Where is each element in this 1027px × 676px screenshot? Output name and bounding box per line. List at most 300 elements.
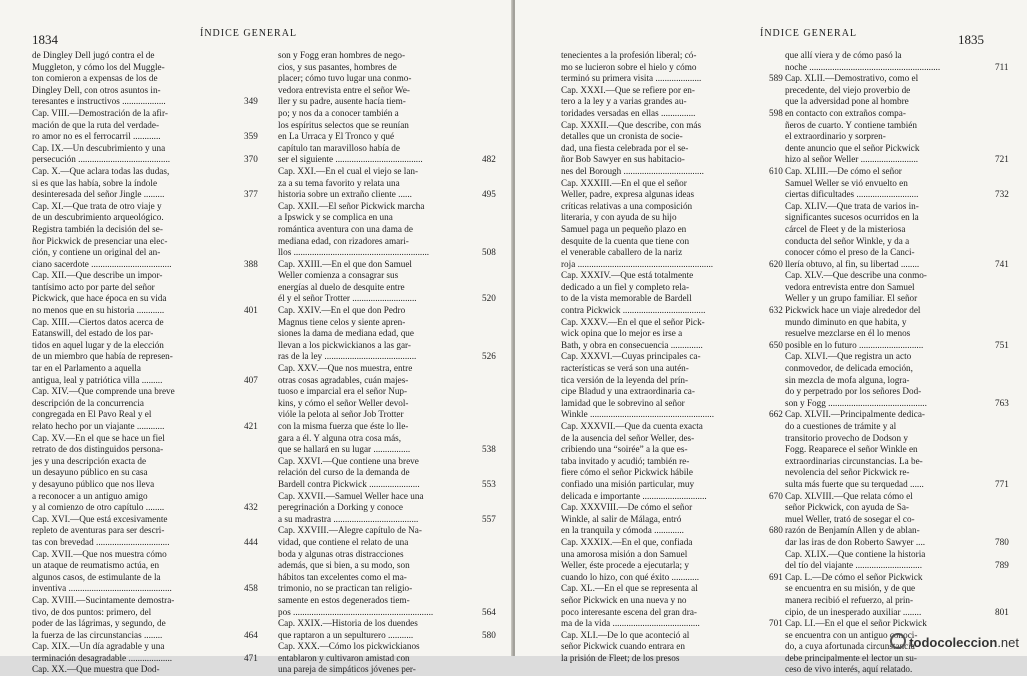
toc-entry-line: Cap. XIII.—Ciertos datos acerca de	[32, 316, 164, 327]
toc-page-number: 421	[244, 421, 258, 431]
toc-entry-line: Cap. X.—Que aclara todas las dudas,	[32, 165, 170, 176]
toc-entry	[785, 165, 1009, 201]
toc-entry-line: son y Fogg eran hombres de nego-	[278, 50, 406, 60]
toc-entry-line: Magnus tiene celos y siente apren-	[278, 316, 406, 327]
toc-entry-line: Samuel Weller se vió envuelto en	[785, 177, 908, 188]
toc-entry-line: gara a él. Y alguna otra cosa más,	[278, 432, 402, 443]
toc-entry-line: Cap. XXXVI.—Cuyas principales ca-	[561, 351, 701, 362]
toc-page-number: 610	[769, 165, 783, 176]
toc-entry-line: un desayuno público en su casa	[32, 467, 148, 478]
toc-page-number: 553	[482, 478, 496, 489]
toc-entry	[32, 200, 258, 271]
toc-page-number: 789	[995, 560, 1009, 571]
toc-entry-line: Samuel paga un pequeño plazo en	[561, 223, 687, 234]
toc-entry-line: Cap. XXXVII.—Que da cuenta exacta	[561, 421, 703, 431]
toc-entry-line: mo se lucieron sobre el hielo y cómo	[561, 61, 697, 72]
toc-entry-line: tar en el Parlamento a aquella	[32, 363, 141, 374]
toc-entry-line: contra Pickwick ....................................	[561, 305, 706, 316]
toc-entry-line: en la tranquila y cómoda .............	[561, 525, 684, 536]
toc-entry	[32, 548, 258, 595]
toc-entry-line: relato hecho por un viajante ............	[32, 421, 165, 431]
toc-entry-line: kins, y cómo el señor Weller devol-	[278, 397, 409, 408]
toc-entry-line: jes y una descripción exacta de	[32, 455, 147, 466]
toc-entry	[561, 421, 783, 502]
toc-entry-line: dedicado a un fiel y completo rela-	[561, 281, 690, 292]
toc-entry-line: boda y algunas otras distracciones	[278, 548, 404, 559]
watermark-site: todocoleccion	[909, 635, 998, 650]
toc-entry-line: llos ...........................................................	[278, 247, 430, 258]
toc-entry	[561, 119, 783, 178]
toc-entry-line: una amorosa misión a don Samuel	[561, 548, 688, 559]
toc-entry-line: señor Pickwick, con ayuda de Sa-	[785, 502, 909, 513]
toc-page-number: 564	[482, 606, 496, 617]
toc-entry-line: entablaron y cultivaron amistad con	[278, 652, 410, 663]
toc-entry	[785, 270, 1009, 351]
watermark-tld: .net	[997, 635, 1019, 650]
toc-entry-line: Cap. XVII.—Que nos muestra cómo	[32, 548, 167, 559]
toc-entry-line: que se hallará en su lugar ................	[278, 444, 411, 455]
toc-entry-line: Pickwick, que hace época en su vida	[32, 293, 167, 304]
toc-entry-line: capítulo tan maravilloso había de	[278, 142, 400, 153]
toc-entry	[32, 386, 258, 432]
toc-entry-line: fiere cómo el señor Pickwick hábile	[561, 467, 693, 478]
toc-entry-line: mundo diminuto en que habita, y	[785, 316, 907, 327]
toc-entry-line: lamidad que le sobrevino al señor	[561, 397, 685, 408]
page-number-left: 1834	[32, 32, 58, 47]
toc-entry-line: Cap. LI.—En el que el señor Pickwick	[785, 618, 927, 629]
toc-entry-line: to de la vista memorable de Bardell	[561, 293, 692, 304]
toc-entry-line: Dingley Dell, con otros asuntos in-	[32, 84, 161, 95]
left-page	[0, 0, 513, 675]
toc-entry-line: do y perpetrado por los señores Dod-	[785, 386, 922, 397]
toc-entry-line: Cap. XXVII.—Samuel Weller hace una	[278, 490, 424, 501]
toc-entry-line: razón de Benjamín Allen y de ablan-	[785, 525, 920, 536]
toc-entry-line: roja ...........................................................	[561, 258, 714, 269]
toc-entry-line: Bardell contra Pickwick ......................	[278, 478, 420, 489]
toc-entry-line: nes del Borough ...................................	[561, 165, 704, 176]
toc-entry-line: dar las iras de don Roberto Sawyer ....	[785, 536, 926, 547]
toc-entry-line: toridades versadas en ellas ...............	[561, 107, 696, 118]
toc-entry-line: llevan a los pickwickianos a las gar-	[278, 339, 411, 350]
toc-entry-line: do, a cuya afortunada circunstancia	[785, 641, 915, 652]
toc-page-number: 771	[995, 478, 1009, 489]
toc-entry-line: transitorio provecho de Dodson y	[785, 432, 908, 443]
toc-entry-line: terminó su primera visita ....................	[561, 73, 702, 84]
toc-entry-line: significantes sucesos ocurridos en la	[785, 212, 919, 223]
toc-entry-line: resuelve mezclarse en él lo menos	[785, 328, 911, 339]
toc-entry-line: Cap. XXXVIII.—De cómo el señor	[561, 502, 693, 513]
toc-entry-line: en La Urraca y El Tronco y qué	[278, 131, 395, 142]
toc-entry-line: en contacto con extraños compa-	[785, 107, 906, 118]
toc-entry-line: muel Weller, trató de sosegar el co-	[785, 513, 915, 524]
toc-entry-line: tenecientes a la profesión liberal; có-	[561, 50, 697, 60]
toc-entry-line: tantísimo acto por parte del señor	[32, 281, 155, 292]
toc-entry-line: congregada en El Pavo Real y el	[32, 409, 152, 420]
toc-page-number: 432	[244, 502, 258, 513]
toc-entry-line: la fuerza de las circunstancias ........	[32, 629, 163, 640]
toc-column	[32, 50, 258, 676]
toc-entry-line: placer; cómo tuvo lugar una conmo-	[278, 73, 412, 84]
toc-entry-line: Cap. XXI.—En el cual el viejo se lan-	[278, 165, 419, 176]
toc-entry-line: romántica aventura con una dama de	[278, 223, 413, 234]
toc-entry-line: Cap. XXVIII.—Alegre capítulo de Na-	[278, 525, 422, 536]
toc-entry-line: ras de la ley ........................................	[278, 351, 417, 362]
toc-entry-line: ciano sacerdote ...................................	[32, 258, 172, 269]
toc-entry-line: manera recibió el refuerzo, al prin-	[785, 594, 914, 605]
toc-page-number: 741	[995, 258, 1009, 269]
toc-entry-line: detalles que un cronista de socie-	[561, 131, 683, 142]
toc-entry-line: tas con brevedad ................................	[32, 536, 170, 547]
toc-entry	[278, 50, 496, 166]
toc-entry-line: ser el siguiente ......................................	[278, 154, 423, 165]
toc-entry-line: y al comienzo de otro capítulo ........	[32, 502, 165, 513]
toc-entry	[278, 618, 496, 641]
toc-entry-line: Registra también la decisión del se-	[32, 223, 163, 234]
toc-entry-line: dad, una fiesta celebrada por el se-	[561, 142, 689, 153]
toc-entry-line: Cap. XXIII.—En el que don Samuel	[278, 258, 412, 269]
toc-entry	[278, 165, 496, 201]
toc-page-number: 711	[995, 61, 1009, 72]
toc-page-number: 662	[769, 409, 783, 420]
toc-entry	[278, 305, 496, 363]
toc-entry-line: terminación desagradable ...................	[32, 652, 173, 663]
toc-entry-line: Cap. XXXIX.—En el que, confiada	[561, 536, 693, 547]
toc-entry-line: Cap. XXIV.—En el que don Pedro	[278, 305, 406, 316]
toc-entry	[32, 107, 258, 143]
toc-entry-line: ñor Pickwick de presenciar una elec-	[32, 235, 168, 246]
toc-page-number: 580	[482, 629, 496, 640]
toc-entry-line: vidad, que contiene el relato de una	[278, 536, 409, 547]
toc-entry	[32, 50, 258, 108]
toc-page-number: 721	[995, 154, 1009, 165]
toc-entry-line: pos .............................................................	[278, 606, 434, 617]
toc-page-number: 370	[244, 154, 258, 165]
toc-entry-line: de la ausencia del señor Weller, des-	[561, 432, 695, 443]
toc-entry-line: ción, y contiene un original del an-	[32, 247, 161, 258]
toc-entry-line: Cap. XXXIV.—Que está totalmente	[561, 270, 694, 281]
toc-entry-line: Cap. XLV.—Que describe una conmo-	[785, 270, 927, 281]
toc-entry-line: Cap. XXIX.—Historia de los duendes	[278, 618, 418, 629]
toc-entry-line: Pickwick hace un viaje alrededor del	[785, 305, 921, 316]
toc-page-number: 401	[244, 305, 258, 316]
toc-entry-line: Weller, éste procede a ejecutarla; y	[561, 560, 689, 571]
toc-entry-line: Cap. XXXV.—En el que el señor Pick-	[561, 316, 705, 327]
toc-entry-line: Cap. XLIII.—De cómo el señor	[785, 165, 902, 176]
toc-page-number: 388	[244, 258, 258, 269]
toc-entry	[561, 270, 783, 316]
toc-entry-line: vióle la pelota al señor Job Trotter	[278, 409, 404, 420]
toc-entry-line: inventiva .............................................	[32, 583, 172, 594]
toc-entry-line: los espíritus selectos que se reunían	[278, 119, 409, 130]
toc-entry	[32, 664, 228, 676]
toc-entry-line: cárcel de Fleet y de la misteriosa	[785, 223, 906, 234]
toc-entry-line: mediana edad, con rizadores amari-	[278, 235, 409, 246]
toc-entry	[278, 455, 496, 491]
toc-page-number: 670	[769, 490, 783, 501]
running-header-left: ÍNDICE GENERAL	[200, 28, 298, 39]
toc-entry-line: descripción de la concurrencia	[32, 397, 144, 408]
toc-entry-line: Cap. IX.—Un descubrimiento y una	[32, 142, 166, 153]
toc-entry-line: Muggleton, y cómo los del Muggle-	[32, 61, 165, 72]
toc-entry-line: llería obtuvo, al fin, su libertad ........	[785, 258, 920, 269]
toc-page-number: 632	[769, 305, 783, 316]
toc-entry	[278, 363, 496, 456]
toc-entry-line: con la misma fuerza que éste lo lle-	[278, 421, 409, 431]
toc-entry-line: Cap. XII.—Que describe un impor-	[32, 270, 163, 281]
toc-entry-line: no menos que en su historia ............	[32, 305, 165, 316]
toc-entry-line: ciertas dificultades ...........................	[785, 189, 919, 200]
running-header-right: ÍNDICE GENERAL	[760, 28, 858, 39]
toc-entry	[32, 316, 258, 387]
toc-entry-line: una pareja de simpáticos jóvenes per-	[278, 664, 416, 675]
toc-entry-line: el extraordinario y sorpren-	[785, 131, 886, 142]
toc-page-number: 598	[769, 107, 783, 118]
toc-entry-line: retrato de dos distinguidos persona-	[32, 444, 164, 455]
toc-entry-line: cipio, de un inesperado auxiliar ........	[785, 606, 922, 617]
toc-entry-line: Weller, padre, expresa algunas ideas	[561, 189, 695, 200]
toc-entry-line: hizo al señor Weller .........................	[785, 154, 919, 165]
toc-entry-line: otras cosas agradables, cuán majes-	[278, 374, 409, 385]
toc-entry-line: noche .........................................................	[785, 61, 941, 72]
toc-entry-line: Cap. XI.—Que trata de otro viaje y	[32, 200, 162, 211]
toc-entry-line: dente anuncio que el señor Pickwick	[785, 142, 920, 153]
toc-entry	[561, 316, 783, 352]
toc-page-number: 444	[244, 536, 258, 547]
toc-entry-line: un ataque de reumatismo actúa, en	[32, 560, 160, 571]
toc-entry-line: antigua, leal y patriótica villa .........	[32, 374, 163, 385]
toc-entry	[32, 641, 258, 664]
toc-entry-line: además, que si bien, a su modo, son	[278, 560, 410, 571]
toc-entry-line: Cap. XXXI.—Que se refiere por en-	[561, 84, 695, 95]
toc-entry	[32, 432, 258, 514]
toc-entry-line: Cap. XX.—Que muestra que Dod-	[32, 664, 160, 675]
toc-entry-line: racterísticas se verá son una autén-	[561, 363, 689, 374]
toc-entry-line: relación del curso de la demanda de	[278, 467, 410, 478]
toc-entry-line: y desayuno público que nos lleva	[32, 478, 155, 489]
toc-entry-line: cuando lo hizo, con qué éxito ............	[561, 571, 700, 582]
toc-entry-line: Cap. XLII.—Demostrativo, como el	[785, 73, 919, 84]
toc-entry-line: ceso de vivo interés, aquí relatado.	[785, 664, 913, 675]
toc-entry-line: Winkle, al salir de Málaga, entró	[561, 513, 682, 524]
toc-entry-line: debe principalmente el lector un su-	[785, 652, 917, 663]
toc-entry-line: de Dingley Dell jugó contra el de	[32, 50, 155, 60]
toc-page-number: 557	[482, 513, 496, 524]
toc-entry-line: el venerable caballero de la nariz	[561, 247, 683, 258]
toc-entry-line: Fogg. Reaparece el señor Winkle en	[785, 444, 918, 455]
toc-entry-line: Cap. XLVII.—Principalmente dedica-	[785, 409, 925, 420]
toc-entry-line: historia sobre un extraño cliente ......	[278, 189, 412, 200]
watermark-logo-icon	[890, 633, 906, 649]
toc-entry-line: mación de que la ruta del verdade-	[32, 119, 160, 130]
toc-entry	[32, 142, 258, 166]
toc-entry-line: él y el señor Trotter ............................	[278, 293, 417, 304]
toc-entry	[561, 502, 783, 537]
toc-entry	[785, 200, 1009, 271]
toc-page-number: 349	[244, 96, 258, 107]
toc-entry-line: desquite de la cuenta que tiene con	[561, 235, 690, 246]
toc-entry-line: ñor Bob Sawyer en sus habitacio-	[561, 154, 685, 165]
toc-entry-line: a su madrastra .....................................	[278, 513, 419, 524]
page-number-right: 1835	[958, 32, 984, 47]
toc-entry-line: tero a la ley y a varias grandes au-	[561, 96, 687, 107]
toc-entry-line: posible en lo futuro ............................	[785, 339, 924, 350]
toc-page-number: 650	[769, 339, 783, 350]
toc-entry-line: po; y nos da a conocer también a	[278, 107, 399, 118]
toc-entry	[785, 571, 1009, 618]
toc-page-number: 589	[769, 73, 783, 84]
toc-entry-line: Cap. L.—De cómo el señor Pickwick	[785, 571, 923, 582]
toc-entry-line: de un miembro que había de represen-	[32, 351, 173, 362]
toc-page-number: 464	[244, 629, 258, 640]
toc-page-number: 526	[482, 351, 496, 362]
toc-page-number: 508	[482, 247, 496, 258]
toc-page-number: 701	[769, 618, 783, 629]
toc-entry-line: Winkle ......................................................	[561, 409, 715, 420]
toc-entry-line: poder de las lágrimas, y segundo, de	[32, 618, 166, 629]
toc-page-number: 520	[482, 293, 496, 304]
toc-entry-line: Cap. XLIX.—Que contiene la historia	[785, 548, 926, 559]
toc-page-number: 458	[244, 583, 258, 594]
toc-entry-line: Cap. XLVI.—Que registra un acto	[785, 351, 912, 362]
toc-entry-line: Cap. XLVIII.—Que relata cómo el	[785, 490, 913, 501]
toc-entry-line: Cap. XV.—En el que se hace un fiel	[32, 432, 165, 443]
toc-entry-line: ñeros de cuarto. Y contiene también	[785, 119, 917, 130]
toc-entry-line: Cap. XXXIII.—En el que el señor	[561, 177, 687, 188]
toc-entry	[32, 513, 258, 549]
toc-entry	[561, 351, 783, 421]
toc-entry	[278, 641, 468, 676]
toc-entry	[561, 84, 783, 120]
toc-entry	[785, 490, 1009, 549]
toc-entry-line: Cap. XXXII.—Que describe, con más	[561, 119, 702, 130]
toc-entry-line: Bath, y obra en consecuencia ..............	[561, 339, 703, 350]
toc-entry-line: Cap. XLIV.—Que trata de varios in-	[785, 200, 919, 211]
toc-entry	[785, 73, 1009, 166]
toc-page-number: 495	[482, 189, 496, 200]
toc-entry	[561, 50, 783, 85]
toc-entry-line: extraordinarias circunstancias. La be-	[785, 455, 923, 466]
toc-entry-line: Cap. XVI.—Que está excesivamente	[32, 513, 168, 524]
toc-entry-line: teresantes e instructivos ...................	[32, 96, 166, 107]
toc-entry-line: desinteresada del señor Jingle .........	[32, 189, 165, 200]
toc-entry	[278, 200, 496, 259]
toc-entry-line: Cap. XL.—En el que se representa al	[561, 583, 698, 594]
toc-entry-line: que la adversidad pone al hombre	[785, 96, 909, 107]
toc-entry-line: del tío del viajante .............................	[785, 560, 923, 571]
toc-entry-line: poco interesante escena del gran dra-	[561, 606, 697, 617]
toc-entry-line: tivo, de dos puntos: primero, del	[32, 606, 152, 617]
toc-entry-line: vedora entrevista entre don Samuel	[785, 281, 915, 292]
toc-entry-line: algunos casos, de estimulante de la	[32, 571, 161, 582]
toc-entry-line: señor Pickwick en una nueva y no	[561, 594, 687, 605]
toc-entry-line: críticas relativas a una composición	[561, 200, 693, 211]
toc-page-number: 751	[995, 339, 1009, 350]
toc-column	[785, 50, 1009, 676]
toc-entry-line: Eatanswill, del estado de los par-	[32, 328, 154, 339]
toc-entry-line: conducta del señor Winkle, y da a	[785, 235, 910, 246]
toc-page-number: 801	[995, 606, 1009, 617]
toc-entry-line: precedente, del viejo proverbio de	[785, 84, 911, 95]
toc-entry	[785, 548, 1009, 572]
toc-page-number: 377	[244, 189, 258, 200]
toc-entry	[278, 525, 496, 618]
toc-entry	[32, 594, 258, 641]
toc-entry-line: la prisión de Fleet; de los presos	[561, 652, 680, 663]
toc-entry-line: conocer cómo el preso de la Canci-	[785, 247, 915, 258]
toc-page-number: 780	[995, 536, 1009, 547]
toc-entry-line: cipe Bladud y una extraordinaria ca-	[561, 386, 695, 397]
toc-entry-line: peregrinación a Dorking y conoce	[278, 502, 404, 513]
toc-entry-line: Cap. XXV.—Que nos muestra, entre	[278, 363, 413, 374]
toc-entry-line: Cap. XLI.—De lo que aconteció al	[561, 629, 690, 640]
toc-entry-line: se encuentra en su misión, y de que	[785, 583, 916, 594]
toc-entry	[278, 258, 496, 305]
toc-page-number: 359	[244, 131, 258, 142]
toc-entry-line: señor Pickwick cuando entrara en	[561, 641, 685, 652]
toc-entry-line: Cap. XXII.—El señor Pickwick marcha	[278, 200, 425, 211]
toc-page-number: 763	[995, 397, 1009, 408]
toc-entry-line: sin mezcla de mofa alguna, logra-	[785, 374, 910, 385]
toc-entry-line: que allí viera y de cómo pasó la	[785, 50, 902, 60]
toc-entry-line: trimonio, no se practican tan religio-	[278, 583, 413, 594]
toc-entry-line: ton comieron a expensas de los de	[32, 73, 158, 84]
toc-entry-line: hábitos tan excelentes como el ma-	[278, 571, 407, 582]
toc-entry-line: Cap. XIV.—Que comprende una breve	[32, 386, 175, 397]
toc-entry-line: Cap. XIX.—Un día agradable y una	[32, 641, 165, 652]
toc-entry-line: a reconocer a un antiguo amigo	[32, 490, 148, 501]
toc-entry-line: conmovedor, de delicada emoción,	[785, 363, 913, 374]
watermark	[890, 633, 1019, 650]
toc-entry-line: cios, y sus pasantes, hombres de	[278, 61, 397, 72]
toc-entry-line: samente en estos degenerados tiem-	[278, 594, 410, 605]
toc-entry	[32, 270, 258, 316]
toc-entry-line: cribiendo una “soirée” a la que es-	[561, 444, 688, 455]
toc-page-number: 471	[244, 652, 258, 663]
toc-entry-line: ma de la vida ......................................	[561, 618, 700, 629]
toc-entry-line: confiado una misión particular, muy	[561, 478, 695, 489]
toc-page-number: 680	[769, 525, 783, 536]
toc-entry-line: se encuentra con un antiguo conoci-	[785, 629, 918, 640]
toc-column	[278, 50, 496, 676]
toc-entry-line: a Ipswick y se complica en una	[278, 212, 393, 223]
toc-entry-line: taba invitado y acudió; también re-	[561, 455, 690, 466]
toc-entry-line: tuoso e imparcial era el señor Nup-	[278, 386, 408, 397]
toc-page-number: 620	[769, 258, 783, 269]
toc-entry-line: ro amor no es el ferrocarril ............	[32, 131, 161, 142]
toc-entry-line: son y Fogg ...........................................	[785, 397, 927, 408]
toc-entry	[785, 50, 1009, 73]
toc-page-number: 538	[482, 444, 496, 455]
toc-entry	[561, 177, 783, 271]
toc-entry-line: energías al duelo de desquite entre	[278, 281, 405, 292]
toc-entry	[32, 165, 258, 201]
toc-entry-line: que raptaron a un sepulturero ...........	[278, 629, 414, 640]
toc-entry	[561, 630, 757, 665]
toc-entry-line: za a su tema favorito y relata una	[278, 177, 400, 188]
toc-entry	[278, 490, 496, 526]
toc-entry-line: tica versión de la leyenda del prín-	[561, 374, 689, 385]
toc-entry-line: Cap. XXX.—Cómo los pickwickianos	[278, 641, 420, 652]
toc-entry-line: ller y su padre, ausente hacía tiem-	[278, 96, 406, 107]
toc-entry-line: wick opina que lo mejor es irse a	[561, 328, 683, 339]
toc-page-number: 691	[769, 571, 783, 582]
toc-entry-line: persecución ........................................	[32, 154, 171, 165]
toc-entry-line: siones la dama de mediana edad, que	[278, 328, 414, 339]
toc-column	[561, 50, 783, 664]
toc-entry	[561, 536, 783, 583]
toc-entry-line: si es que las había, sobre la índole	[32, 177, 158, 188]
toc-page-number: 407	[244, 374, 258, 385]
